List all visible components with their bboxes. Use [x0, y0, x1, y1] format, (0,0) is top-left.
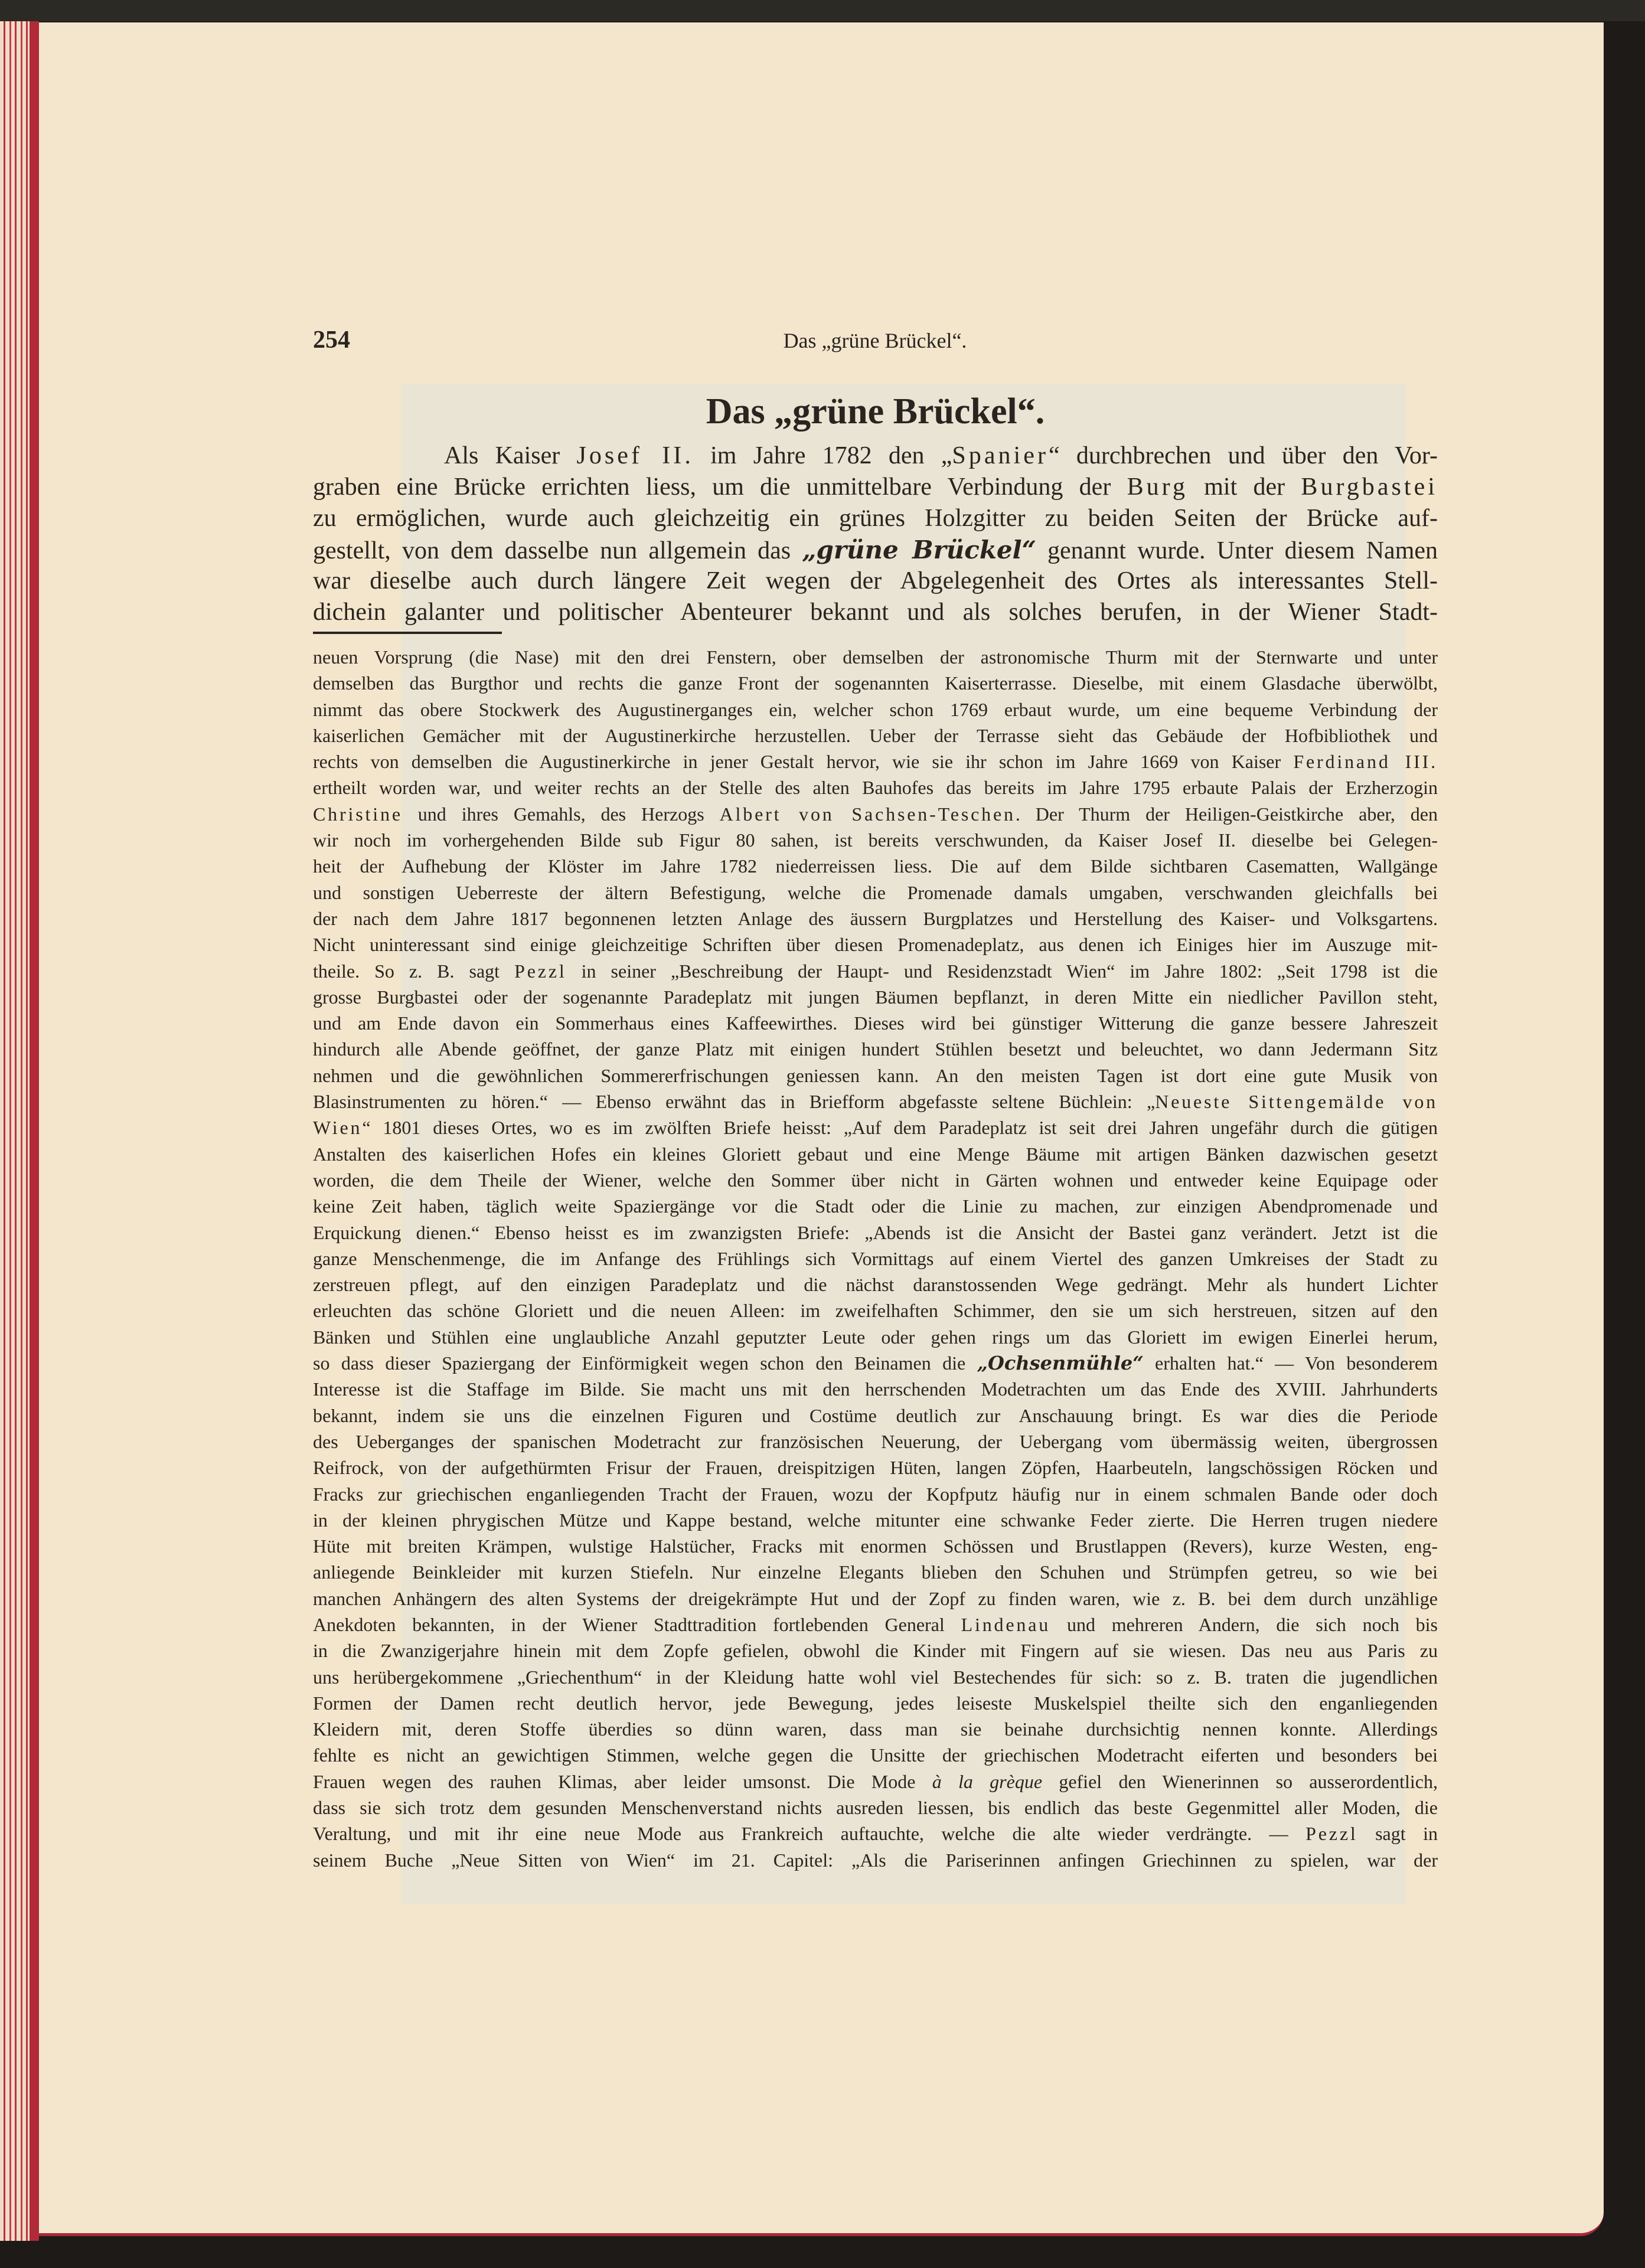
- text-run: nimmt das obere Stockwerk des Augustinerganges ein, welcher schon 1769 erbaut wurde, um eine bequeme Verbindung der: [313, 698, 1438, 720]
- footnote-line: [313, 1063, 1438, 1089]
- text-run: Nicht uninteressant sind einige gleichzeitige Schriften über diesen Promenadeplatz, aus denen ich Einiges hier im Auszuge mit-: [313, 934, 1438, 956]
- text-run: und ihres Gemahls, des Herzogs: [402, 803, 720, 825]
- footnote-line: [313, 906, 1438, 932]
- text-run: graben eine Brücke errichten liess, um die unmittelbare Verbindung der: [313, 473, 1127, 501]
- text-run: ertheilt worden war, und weiter rechts an der Stelle des alten Bauhofes das bereits im Jahre 1795 erbaute Palais der Erzherzogin: [313, 777, 1438, 799]
- text-run: Als Kaiser: [444, 442, 577, 469]
- footnote-line: [313, 1115, 1438, 1140]
- footnote-line: [313, 1612, 1438, 1638]
- footnote-line: [313, 1481, 1438, 1507]
- footnote-line: [313, 1403, 1438, 1429]
- emphasized-text: Wien: [313, 1117, 363, 1139]
- text-run: war dieselbe auch durch längere Zeit wegen der Abgelegenheit des Ortes als interessantes Stell-: [313, 567, 1438, 594]
- footnote-text: [313, 644, 1438, 1873]
- text-run: worden, die dem Theile der Wiener, welche den Sommer über nicht in Gärten wohnen und entweder keine Equipage oder: [313, 1169, 1438, 1191]
- footnote-line: [313, 1716, 1438, 1742]
- footnote-line: [313, 880, 1438, 906]
- text-run: Kleidern mit, deren Stoffe überdies so dünn waren, dass man sie beinahe durchsichtig nennen konnte. Allerdings: [313, 1718, 1438, 1740]
- emphasized-text: Christine: [313, 803, 403, 825]
- emphasized-text: Neueste Sittengemälde von: [1155, 1091, 1438, 1113]
- body-line: [313, 472, 1438, 503]
- footnote-line: [313, 1350, 1438, 1376]
- footnote-line: [313, 774, 1438, 800]
- footnote-line: [313, 1089, 1438, 1115]
- text-run: Reifrock, von der aufgethürmten Frisur der Frauen, dreispitzigen Hüten, langen Zöpfen, Haarbeuteln, langschössigen Röcken und: [313, 1457, 1438, 1479]
- text-run: mit der: [1187, 473, 1301, 501]
- text-run: des Ueberganges der spanischen Modetracht zur französischen Neuerung, der Uebergang vom übermässig weiten, übergrossen: [313, 1430, 1438, 1452]
- footnote-line: [313, 670, 1438, 696]
- footnote-line: [313, 1742, 1438, 1768]
- text-run: erleuchten das schöne Gloriett und die neuen Alleen: im zweifelhaften Schimmer, den sie um sich herstreuen, sitzen auf den: [313, 1300, 1438, 1322]
- page-number: 254: [313, 326, 350, 354]
- emphasized-text: Ferdinand III.: [1293, 751, 1438, 773]
- text-run: sagt in: [1357, 1823, 1438, 1845]
- text-run: bekannt, indem sie uns die einzelnen Figuren und Costüme deutlich zur Anschauung bringt. Es war dies die Periode: [313, 1404, 1438, 1426]
- footnote-line: [313, 984, 1438, 1010]
- footnote-separator-rule: [313, 632, 502, 634]
- footnote-line: [313, 1167, 1438, 1193]
- footnote-line: [313, 1220, 1438, 1246]
- footnote-line: [313, 1298, 1438, 1323]
- footnote-line: [313, 1141, 1438, 1167]
- footnote-line: [313, 1455, 1438, 1481]
- emphasized-text: à la grèque: [932, 1770, 1043, 1792]
- body-line: [313, 440, 1438, 472]
- text-run: Frauen wegen des rauhen Klimas, aber leider umsonst. Die Mode: [313, 1770, 932, 1792]
- text-run: Veraltung, und mit ihr eine neue Mode aus Frankreich auftauchte, welche die alte wieder verdrängte. —: [313, 1823, 1306, 1845]
- body-line: [313, 566, 1438, 597]
- chapter-title: Das „grüne Brückel“.: [706, 391, 1045, 432]
- emphasized-text: Pezzl: [1305, 1823, 1358, 1845]
- text-run: seinem Buche „Neue Sitten von Wien“ im 21. Capitel: „Als die Pariserinnen anfingen Griechinnen zu spielen, war der: [313, 1849, 1438, 1871]
- text-run: Blasinstrumenten zu hören.“ — Ebenso erwähnt das in Briefform abgefasste seltene Büchlein: „: [313, 1091, 1156, 1113]
- text-run: gestellt, von dem dasselbe nun allgemein das: [313, 537, 802, 564]
- text-run: im Jahre 1782 den „: [693, 442, 952, 469]
- text-run: “ durchbrechen und über den Vor-: [1048, 442, 1438, 469]
- text-run: zerstreuen pflegt, auf den einzigen Paradeplatz und die nächst daranstossenden Wege gedrängt. Mehr als hundert Lichter: [313, 1274, 1438, 1296]
- text-run: so dass dieser Spaziergang der Einförmigkeit wegen schon den Beinamen die: [313, 1352, 977, 1374]
- text-run: kaiserlichen Gemächer mit der Augustinerkirche herzustellen. Ueber der Terrasse sieht das Gebäude der Hofbibliothek und: [313, 724, 1438, 746]
- footnote-line: [313, 1586, 1438, 1612]
- footnote-line: [313, 932, 1438, 957]
- footnote-line: [313, 1533, 1438, 1559]
- red-page-edge: [30, 21, 39, 2241]
- footnote-line: [313, 853, 1438, 879]
- text-run: in seiner „Beschreibung der Haupt- und Residenzstadt Wien“ im Jahre 1802: „Seit 1798 ist die: [566, 960, 1438, 982]
- text-run: Fracks zur griechischen enganliegenden Tracht der Frauen, wozu der Kopfputz häufig nur in einem schmalen Bande oder doch: [313, 1483, 1438, 1505]
- body-line: [313, 597, 1438, 628]
- text-run: und am Ende davon ein Sommerhaus eines Kaffeewirthes. Dieses wird bei günstiger Witterung die ganze bessere Jahreszeit: [313, 1012, 1438, 1034]
- text-run: erhalten hat.“ — Von besonderem: [1143, 1352, 1438, 1374]
- footnote-line: [313, 1507, 1438, 1533]
- text-run: rechts von demselben die Augustinerkirche in jener Gestalt hervor, wie sie ihr schon im Jahre 1669 von Kaiser: [313, 751, 1294, 773]
- footnote-line: [313, 801, 1438, 827]
- text-run: nehmen und die gewöhnlichen Sommererfrischungen geniessen kann. An den meisten Tagen ist dort eine gute Musik von: [313, 1064, 1438, 1086]
- footnote-line: [313, 1847, 1438, 1873]
- text-run: hindurch alle Abende geöffnet, der ganze Platz mit einigen hundert Stühlen besetzt und beleuchtet, wo dann Jedermann Sitz: [313, 1038, 1438, 1060]
- footnote-line: [313, 1769, 1438, 1795]
- text-run: Anekdoten bekannten, in der Wiener Stadttradition fortlebenden General: [313, 1613, 961, 1635]
- footnote-line: [313, 1559, 1438, 1585]
- emphasized-text: „grüne Brückel“: [802, 535, 1036, 564]
- text-run: gefiel den Wienerinnen so ausserordentlich,: [1042, 1770, 1438, 1792]
- text-run: Formen der Damen recht deutlich hervor, jede Bewegung, jedes leiseste Muskelspiel theilte sich den enganliegenden: [313, 1692, 1438, 1714]
- text-run: der nach dem Jahre 1817 begonnenen letzten Anlage des äussern Burgplatzes und Herstellung des Kaiser- und Volksgartens.: [313, 907, 1438, 929]
- emphasized-text: Spanier: [952, 442, 1049, 469]
- footnote-line: [313, 1638, 1438, 1664]
- footnote-line: [313, 1690, 1438, 1716]
- footnote-line: [313, 1795, 1438, 1821]
- footnote-line: [313, 1324, 1438, 1350]
- text-run: Anstalten des kaiserlichen Hofes ein kleines Gloriett gebaut und eine Menge Bäume mit artigen Bänken dazwischen gesetzt: [313, 1143, 1438, 1165]
- text-run: keine Zeit haben, täglich weite Spaziergänge vor die Stadt oder die Linie zu machen, zur einzigen Abendpromenade und: [313, 1195, 1438, 1217]
- body-line: [313, 503, 1438, 534]
- text-run: demselben das Burgthor und rechts die ganze Front der sogenannten Kaiserterrasse. Dieselbe, mit einem Glasdache überwölbt,: [313, 672, 1438, 694]
- text-run: manchen Anhängern des alten Systems der dreigekrämpte Hut und der Zopf zu finden waren, wie z. B. bei dem durch unzählige: [313, 1587, 1438, 1609]
- footnote-line: [313, 1036, 1438, 1062]
- text-run: genannt wurde. Unter diesem Namen: [1036, 537, 1438, 564]
- emphasized-text: Burg: [1127, 473, 1188, 501]
- emphasized-text: Albert von Sachsen-Teschen: [719, 803, 1016, 825]
- text-run: ganze Menschenmenge, die im Anfange des Frühlings sich Vormittags auf einem Viertel des ganzen Umkreises der Stadt zu: [313, 1247, 1438, 1269]
- emphasized-text: Josef II.: [576, 442, 694, 469]
- text-run: in der kleinen phrygischen Mütze und Kappe bestand, welche mitunter eine schwanke Feder zierte. Die Herren trugen niedere: [313, 1509, 1438, 1531]
- text-run: fehlte es nicht an gewichtigen Stimmen, welche gegen die Unsitte der griechischen Modetracht eiferten und besonders bei: [313, 1744, 1438, 1766]
- text-run: “ 1801 dieses Ortes, wo es im zwölften Briefe heisst: „Auf dem Paradeplatz ist seit drei Jahren ungefähr durch die gütigen: [362, 1117, 1438, 1139]
- footnote-line: [313, 749, 1438, 774]
- text-run: wir noch im vorhergehenden Bilde sub Figur 80 sahen, ist bereits verschwunden, da Kaiser Josef II. dieselbe bei Gelegen-: [313, 829, 1438, 851]
- text-run: anliegende Beinkleider mit kurzen Stiefeln. Nur einzelne Elegants blieben den Schuhen und Strümpfen getreu, so wie bei: [313, 1561, 1438, 1583]
- text-run: uns herübergekommene „Griechenthum“ in der Kleidung hatte wohl viel Bestechendes für sich: so z. B. traten die jugendlichen: [313, 1666, 1438, 1688]
- footnote-line: [313, 723, 1438, 749]
- footnote-line: [313, 1821, 1438, 1847]
- emphasized-text: Lindenau: [961, 1613, 1051, 1635]
- text-run: zu ermöglichen, wurde auch gleichzeitig ein grünes Holzgitter zu beiden Seiten der Brücke auf-: [313, 505, 1438, 532]
- running-header: Das „grüne Brückel“.: [783, 329, 967, 352]
- emphasized-text: Burgbastei: [1301, 473, 1438, 501]
- text-run: Interesse ist die Staffage im Bilde. Sie macht uns mit den herrschenden Modetrachten um das Ende des XVIII. Jahrhunderts: [313, 1378, 1438, 1400]
- text-run: in die Zwanzigerjahre hinein mit dem Zopfe gefielen, obwohl die Kinder mit Fingern auf sie wiesen. Das neu aus Paris zu: [313, 1640, 1438, 1662]
- footnote-line: [313, 1246, 1438, 1272]
- footnote-line: [313, 1272, 1438, 1298]
- emphasized-text: „Ochsenmühle“: [977, 1352, 1144, 1375]
- footnote-line: [313, 1193, 1438, 1219]
- footnote-line: [313, 644, 1438, 670]
- text-run: dass sie sich trotz dem gesunden Menschenverstand nichts ausreden liessen, bis endlich das beste Gegenmittel aller Moden, die: [313, 1797, 1438, 1819]
- scan-top-edge: [0, 0, 1645, 21]
- footnote-line: [313, 1010, 1438, 1036]
- text-run: Erquickung dienen.“ Ebenso heisst es im zwanzigsten Briefe: „Abends ist die Ansicht der Bastei ganz verändert. Jetzt ist die: [313, 1221, 1438, 1243]
- text-run: Bänken und Stühlen eine unglaubliche Anzahl geputzter Leute oder gehen rings um das Gloriett im ewigen Einerlei herum,: [313, 1326, 1438, 1348]
- footnote-line: [313, 1664, 1438, 1690]
- footnote-line: [313, 1376, 1438, 1402]
- footnote-line: [313, 827, 1438, 853]
- text-run: heit der Aufhebung der Klöster im Jahre 1782 niederreissen liess. Die auf dem Bilde sichtbaren Casematten, Wallgänge: [313, 855, 1438, 877]
- footnote-line: [313, 958, 1438, 984]
- main-paragraph: [313, 440, 1438, 628]
- text-run: dichein galanter und politischer Abenteurer bekannt und als solches berufen, in der Wiener Stadt-: [313, 599, 1438, 626]
- text-run: grosse Burgbastei oder der sogenannte Paradeplatz mit jungen Bäumen bepflanzt, in deren Mitte ein niedlicher Pavillon steht,: [313, 986, 1438, 1008]
- footnote-line: [313, 697, 1438, 723]
- footnote-line: [313, 1429, 1438, 1455]
- text-run: und mehreren Andern, die sich noch bis: [1050, 1613, 1438, 1635]
- body-line: [313, 534, 1438, 566]
- text-run: Hüte mit breiten Krämpen, wulstige Halstücher, Fracks mit enormen Schössen und Brustlappen (Revers), kurze Westen, eng-: [313, 1535, 1438, 1557]
- text-run: und sonstigen Ueberreste der ältern Befestigung, welche die Promenade damals umgaben, verschwanden gleichfalls bei: [313, 881, 1438, 903]
- text-run: . Der Thurm der Heiligen-Geistkirche aber, den: [1015, 803, 1438, 825]
- emphasized-text: Pezzl: [514, 960, 567, 982]
- text-run: theile. So z. B. sagt: [313, 960, 515, 982]
- text-run: neuen Vorsprung (die Nase) mit den drei Fenstern, ober demselben der astronomische Thurm mit der Sternwarte und unter: [313, 646, 1438, 668]
